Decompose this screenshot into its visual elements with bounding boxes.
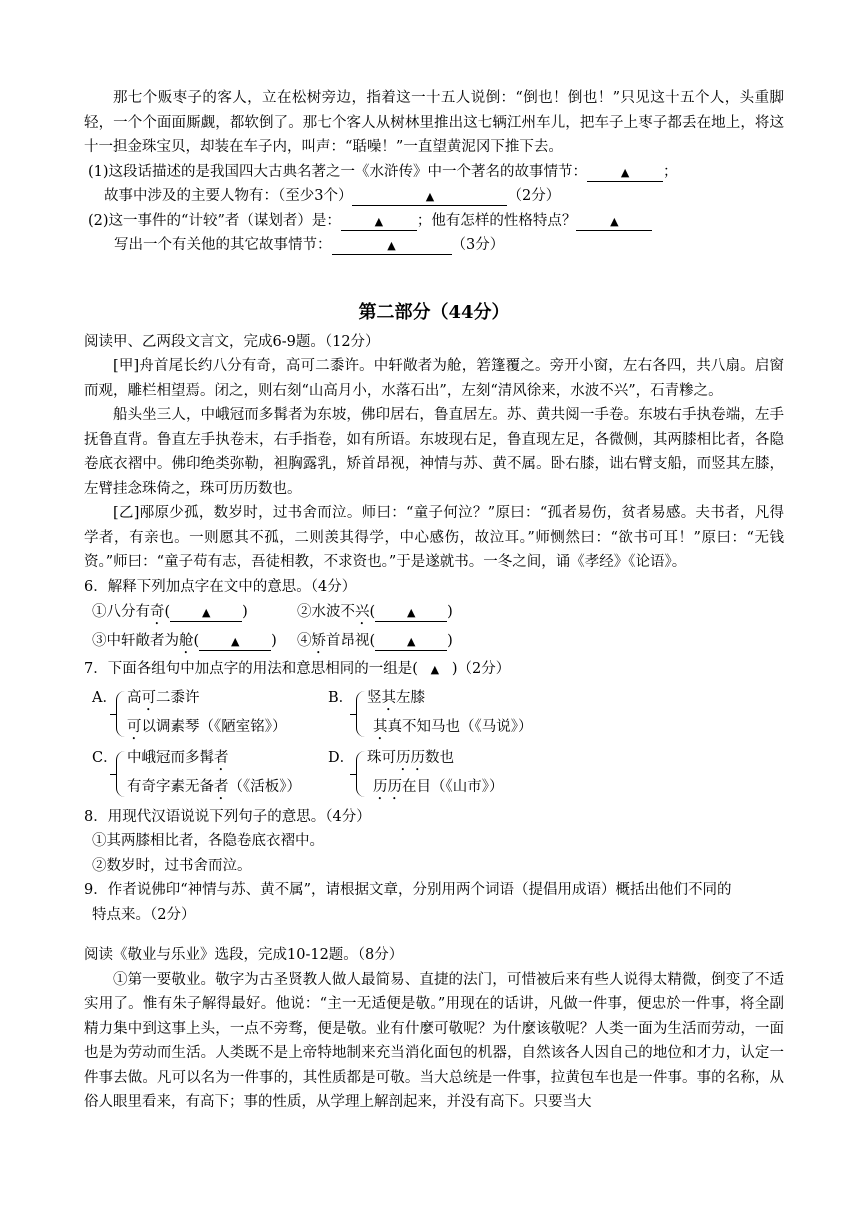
- q9-stem-line2: 特点来。（2分）: [92, 906, 196, 923]
- q6-option-3: ③中轩敞者为舱( ▲ ): [92, 633, 277, 649]
- q9-stem-line1: 9．作者说佛印“神情与苏、黄不属”，请根据文章，分别用两个词语（提倡用成语）概括出他们不同的: [84, 882, 732, 898]
- answer-blank[interactable]: ▲: [430, 663, 440, 676]
- brace-icon: [356, 751, 367, 797]
- q5-sub2-b-text: 写出一个有关他的其它故事情节：: [114, 237, 332, 253]
- part2-heading: 第二部分（44分）: [358, 301, 510, 323]
- q7-option-d[interactable]: D． 珠可历历数也 历历在目（《山市》）: [328, 749, 504, 795]
- q8-stem: 8．用现代汉语说说下列句子的意思。（4分）: [84, 808, 371, 825]
- q5-sub1-text: (1)这段话描述的是我国四大古典名著之一《水浒传》中一个著名的故事情节：: [88, 163, 588, 180]
- q5-sub1-line1: [84, 160, 784, 185]
- q6-option-2: ②水波不兴( ▲ ): [297, 604, 453, 620]
- passage-jia-p1: [甲]舟首尾长约八分有奇，高可二黍许。中轩敞者为舱，箬篷覆之。旁开小窗，左右各四，共八扇。启窗而观，雕栏相望焉。闭之，则右刻“山高月小，水落石出”，左刻“清风徐来，水波不兴”，石青糁之。: [84, 358, 784, 399]
- answer-blank[interactable]: ▲: [199, 633, 271, 651]
- brace-icon: [356, 691, 367, 737]
- answer-blank[interactable]: ▲: [332, 237, 452, 255]
- score-label: （2分）: [507, 188, 561, 204]
- q7-stem: 7．下面各组句中加点字的用法和意思相同的一组是( ▲ )（2分）: [84, 657, 784, 683]
- answer-blank[interactable]: ▲: [375, 633, 447, 651]
- passage-yi: [乙]邴原少孤，数岁时，过书舍而泣。师曰：“童子何泣？”原曰：“孤者易伤，贫者易感。夫书者，凡得学者，有亲也。一则愿其不孤，二则羡其得学，中心感伤，故泣耳。”师恻然曰：“欲书可耳！”原曰：“无钱资。”师曰：“童子苟有志，吾徒相教，不求资也。”于是遂就书。一冬之间，诵《孝经》《论语》。: [84, 505, 784, 570]
- q5-sub2-line2: [84, 233, 784, 258]
- reading2-intro: 阅读《敬业与乐业》选段，完成10-12题。（8分）: [84, 947, 404, 963]
- q5-sub1-end: ；: [663, 163, 678, 180]
- exam-page: [84, 86, 784, 1115]
- q5-sub2-text: (2)这一事件的“计较”者（谋划者）是：: [88, 212, 341, 229]
- q7-row-2: [84, 745, 784, 803]
- q7-row-1: [84, 685, 784, 743]
- spacer: [84, 927, 784, 943]
- q8-sentence-1: ①其两膝相比者，各隐卷底衣褶中。: [92, 833, 324, 849]
- q5-sub2-line1: [84, 209, 784, 234]
- q7-option-c[interactable]: C． 中峨冠而多髯者 有奇字素无备者（《活板》）: [92, 749, 301, 795]
- q5-sub1-line2: [84, 184, 784, 209]
- answer-blank[interactable]: ▲: [576, 213, 652, 231]
- part2-intro: 阅读甲、乙两段文言文，完成6-9题。（12分）: [84, 333, 380, 350]
- score-label: （3分）: [451, 237, 505, 253]
- q6-row-2: [84, 628, 784, 657]
- answer-blank[interactable]: ▲: [587, 164, 663, 182]
- answer-blank[interactable]: ▲: [341, 213, 417, 231]
- q5-passage: 那七个贩枣子的客人，立在松树旁边，指着这一十五人说倒：“倒也！倒也！”只见这十五个人，头重脚轻，一个个面面厮觑，都软倒了。那七个客人从树林里推出这七辆江州车儿，把车子上枣子都丢在地上，将这十一担金珠宝贝，却装在车子内，叫声：“聒噪！”一直望黄泥冈下推下去。: [84, 90, 784, 155]
- q5-sub1-b-text: 故事中涉及的主要人物有：（至少3个）: [104, 188, 353, 204]
- q6-option-4: ④矫首昂视( ▲ ): [297, 633, 453, 649]
- answer-blank[interactable]: ▲: [375, 604, 447, 622]
- q7-option-a[interactable]: A． 高可二黍许 可以调素琴（《陋室铭》）: [92, 689, 287, 735]
- brace-icon: [116, 691, 127, 737]
- brace-icon: [116, 751, 127, 797]
- answer-blank[interactable]: ▲: [170, 604, 242, 622]
- answer-blank[interactable]: ▲: [352, 188, 507, 206]
- q7-option-b[interactable]: B． 竖其左膝 其真不知马也（《马说》）: [328, 689, 533, 735]
- q8-sentence-2: ②数岁时，过书舍而泣。: [92, 857, 252, 874]
- q6-stem: 6．解释下列加点字在文中的意思。（4分）: [84, 578, 357, 595]
- q5-sub2-mid: ；他有怎样的性格特点？: [416, 212, 577, 229]
- q6-row-1: [84, 599, 784, 628]
- passage-jia-p2: 船头坐三人，中峨冠而多髯者为东坡，佛印居右，鲁直居左。苏、黄共阅一手卷。东坡右手执卷端，左手抚鲁直背。鲁直左手执卷末，右手指卷，如有所语。东坡现右足，鲁直现左足，各微侧，其两膝相比者，各隐卷底衣褶中。佛印绝类弥勒，袒胸露乳，矫首昂视，神情与苏、黄不属。卧右膝，诎右臂支船，而竖其左膝，左臂挂念珠倚之，珠可历历数也。: [84, 407, 784, 497]
- q6-option-1: ①八分有奇( ▲ ): [92, 604, 248, 620]
- reading2-p1: ①第一要敬业。敬字为古圣贤教人做人最简易、直捷的法门，可惜被后来有些人说得太精微，倒变了不适实用了。惟有朱子解得最好。他说：“主一无适便是敬。”用现在的话讲，凡做一件事，便忠於一件事，将全副精力集中到这事上头，一点不旁骛，便是敬。业有什麼可敬呢？为什麼该敬呢？人类一面为生活而劳动，一面也是为劳动而生活。人类既不是上帝特地制来充当消化面包的机器，自然该各人因自己的地位和才力，认定一件事去做。凡可以名为一件事的，其性质都是可敬。当大总统是一件事，拉黄包车也是一件事。事的名称，从俗人眼里看来，有高下；事的性质，从学理上解剖起来，并没有高下。只要当大: [84, 971, 784, 1110]
